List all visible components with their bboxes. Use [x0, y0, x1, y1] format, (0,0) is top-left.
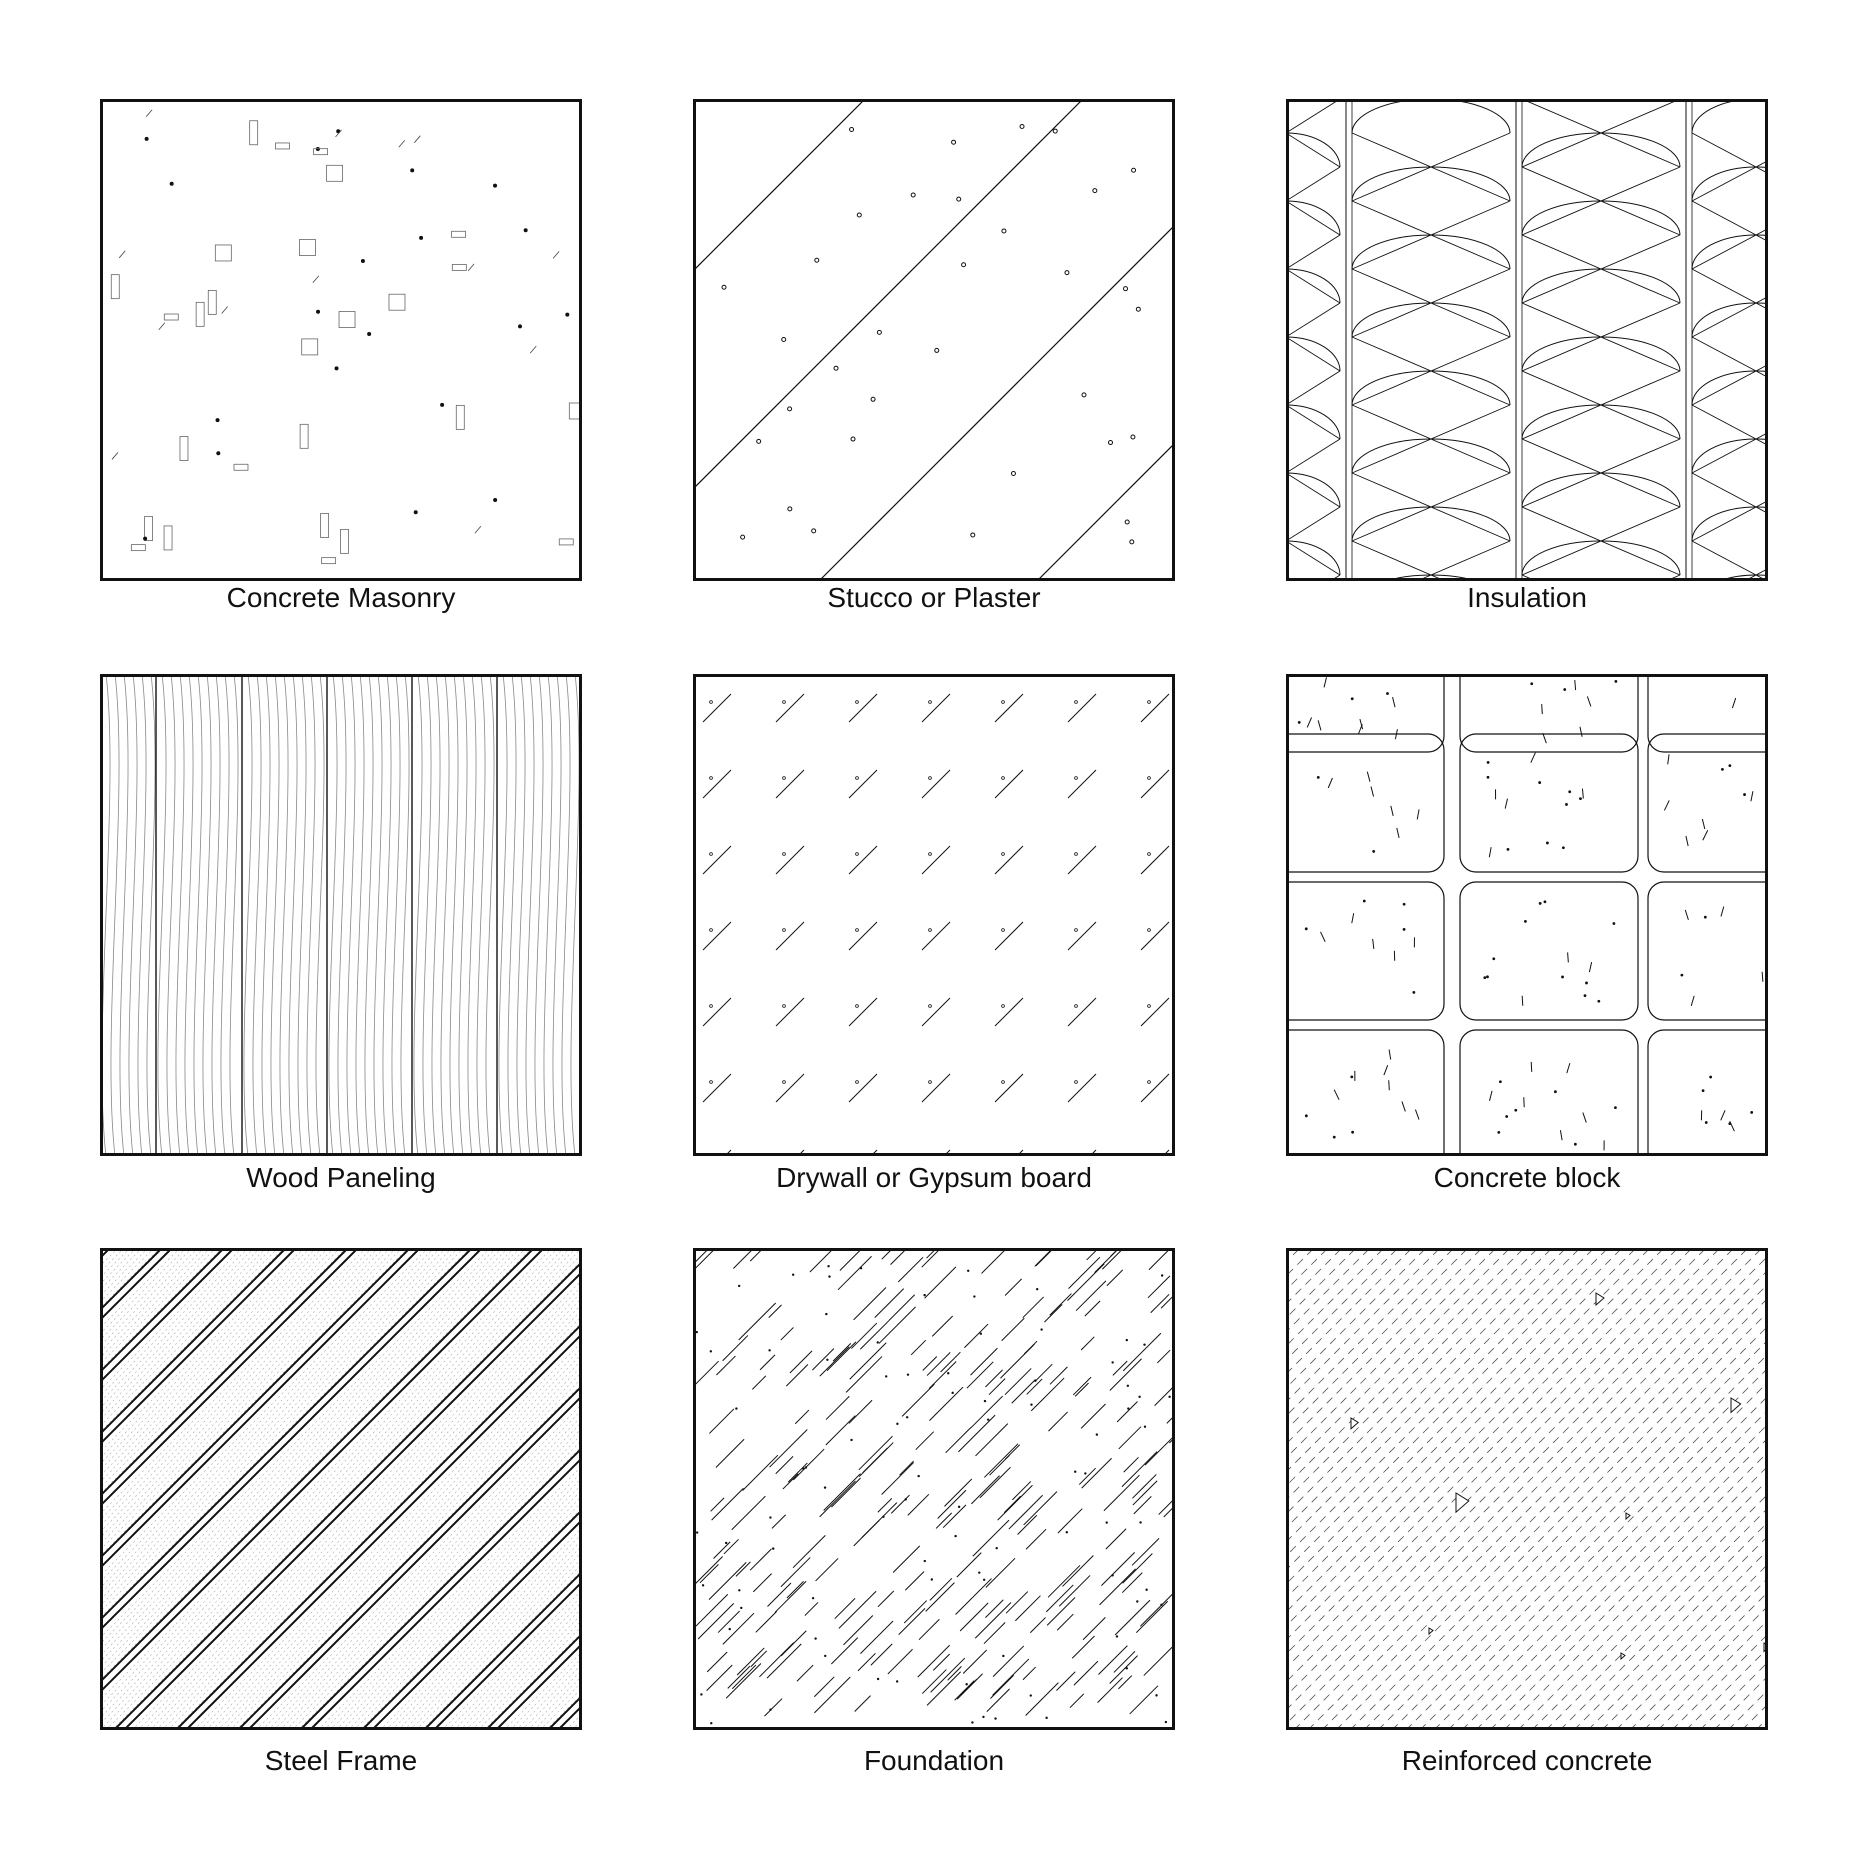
swatch-label-wood-paneling: Wood Paneling — [246, 1162, 436, 1193]
hatch-swatch-steel-frame — [100, 1248, 582, 1730]
hatch-pattern-foundation — [693, 1248, 1175, 1730]
swatch-border — [102, 676, 581, 1155]
hatch-swatch-wood-paneling — [100, 674, 582, 1156]
hatch-pattern-concrete-block — [1286, 674, 1768, 1156]
swatch-label-foundation: Foundation — [863, 1745, 1005, 1776]
hatch-pattern-reinforced-concrete — [1286, 1248, 1768, 1730]
hatch-swatch-concrete-masonry — [100, 99, 582, 581]
swatch-border — [1288, 676, 1767, 1155]
hatch-pattern-wood-paneling — [100, 674, 582, 1156]
hatch-swatch-foundation — [693, 1248, 1175, 1730]
swatch-label-steel-frame: Steel Frame — [264, 1745, 418, 1776]
swatch-label-reinforced-concrete: Reinforced concrete — [1401, 1745, 1653, 1776]
swatch-border — [102, 101, 581, 580]
hatch-pattern-concrete-masonry — [100, 99, 582, 581]
swatch-border — [1288, 1250, 1767, 1729]
hatch-pattern-stucco — [693, 99, 1175, 581]
hatch-swatch-insulation — [1286, 99, 1768, 581]
hatch-swatch-stucco — [693, 99, 1175, 581]
swatch-label-insulation: Insulation — [1467, 582, 1587, 613]
hatch-swatch-reinforced-concrete — [1286, 1248, 1768, 1730]
swatch-border — [695, 101, 1174, 580]
swatch-label-stucco: Stucco or Plaster — [827, 582, 1041, 613]
swatch-border — [695, 676, 1174, 1155]
hatch-pattern-insulation — [1286, 99, 1768, 581]
hatch-pattern-drywall — [693, 674, 1175, 1156]
hatch-pattern-steel-frame — [100, 1248, 582, 1730]
swatch-label-drywall: Drywall or Gypsum board — [776, 1162, 1092, 1193]
swatch-label-concrete-block: Concrete block — [1433, 1162, 1621, 1193]
swatch-label-concrete-masonry: Concrete Masonry — [226, 582, 456, 613]
hatch-swatch-drywall — [693, 674, 1175, 1156]
hatch-swatch-concrete-block — [1286, 674, 1768, 1156]
swatch-border — [695, 1250, 1174, 1729]
